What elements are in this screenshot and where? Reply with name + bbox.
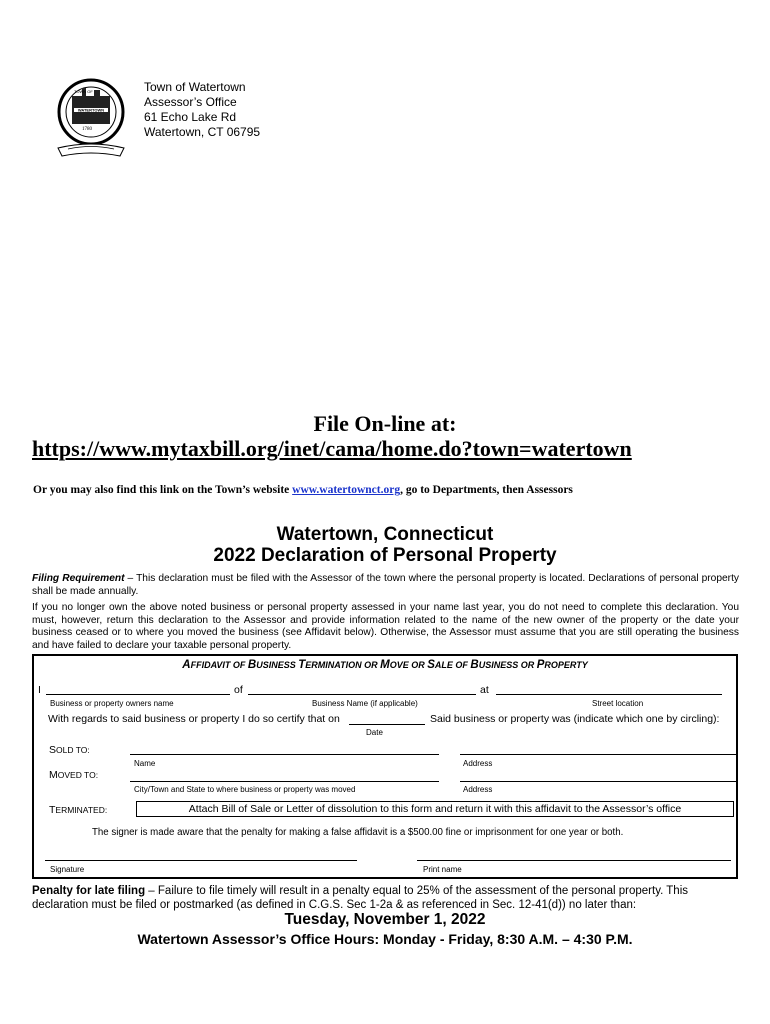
title-low: ERMINATION OR xyxy=(305,660,381,670)
town-website-link[interactable]: www.watertownct.org xyxy=(292,484,401,496)
no-longer-own-paragraph: If you no longer own the above noted business or personal property assessed in your name last year, you do not need to complete this declaration. You must, however, return this declaration to the Assessor and provide information related to the name of the new owner of the property or the date your business ceased or to where you moved the business (see Affidavit below). Otherwise, the Assessor must assume that you are still operating the business and have failed to declare your taxable personal property. xyxy=(32,602,739,651)
owner-name-caption: Business or property owners name xyxy=(50,699,174,708)
town-seal-logo xyxy=(54,78,128,160)
at-label: at xyxy=(480,684,489,696)
business-name-field[interactable] xyxy=(248,694,476,695)
i-label: I xyxy=(38,684,41,696)
sold-to-option[interactable] xyxy=(49,744,90,756)
of-label: of xyxy=(234,684,243,696)
title-cap: S xyxy=(427,659,435,671)
late-filing-text: – Failure to file timely will result in a penalty equal to 25% of the assessment of the personal property. This declaration must be filed or postmarked (as defined in C.G.S. Sec 1-2a & as referenced in Sec. 12-41(d)) no later than: xyxy=(32,885,689,911)
affidavit-title xyxy=(0,659,770,671)
moved-to-cap: M xyxy=(49,769,58,781)
title-cap: B xyxy=(470,659,479,671)
form-title-line1: Watertown, Connecticut xyxy=(276,524,494,545)
terminated-low: ERMINATED: xyxy=(55,805,108,815)
terminated-cap: T xyxy=(49,804,56,816)
print-name-field[interactable] xyxy=(417,860,731,861)
address-caption: Address xyxy=(463,759,493,768)
name-caption: Name xyxy=(134,759,156,768)
certify-text: With regards to said business or property I do so certify that on xyxy=(48,713,340,725)
file-online-url[interactable]: https://www.mytaxbill.org/inet/cama/home.do?town=watertown xyxy=(32,436,632,461)
moved-city-field[interactable] xyxy=(130,781,439,782)
sold-to-cap: S xyxy=(49,744,57,756)
buyer-name-field[interactable] xyxy=(130,754,439,755)
svg-text:1780: 1780 xyxy=(82,127,92,132)
title-cap: M xyxy=(380,659,390,671)
address-line-4: Watertown, CT 06795 xyxy=(144,125,261,139)
terminated-option[interactable] xyxy=(49,804,107,816)
title-cap: P xyxy=(536,659,545,671)
filing-requirement-text: – This declaration must be filed with the Assessor of the town where the personal property is located. Declarations of personal property shall be made annually. xyxy=(32,573,739,597)
late-filing-paragraph xyxy=(32,884,739,912)
title-low: USINESS OR xyxy=(478,660,537,670)
buyer-address-field[interactable] xyxy=(460,754,738,755)
attach-instructions-box: Attach Bill of Sale or Letter of dissolution to this form and return it with this affidavit to the Assessor’s office xyxy=(136,801,734,817)
date-field[interactable] xyxy=(349,724,425,725)
date-caption: Date xyxy=(366,728,383,737)
file-online-title: File On-line at: xyxy=(313,411,457,436)
signature-field[interactable] xyxy=(45,860,357,861)
title-low: ALE OF xyxy=(434,660,471,670)
street-location-caption: Street location xyxy=(592,699,644,708)
filing-requirement-paragraph xyxy=(32,573,739,598)
business-name-caption: Business Name (if applicable) xyxy=(312,699,418,708)
moved-to-low: OVED TO: xyxy=(57,770,99,780)
title-low: USINESS xyxy=(256,660,299,670)
filing-requirement-label: Filing Requirement xyxy=(32,573,125,584)
print-name-caption: Print name xyxy=(423,865,462,874)
website-note-prefix: Or you may also find this link on the Town’s website xyxy=(33,484,293,496)
address-line-3: 61 Echo Lake Rd xyxy=(144,110,237,124)
website-note xyxy=(33,484,573,496)
moved-to-option[interactable] xyxy=(49,769,98,781)
office-hours: Watertown Assessor’s Office Hours: Monday - Friday, 8:30 A.M. – 4:30 P.M. xyxy=(137,931,633,947)
title-low: FFIDAVIT OF xyxy=(190,660,248,670)
address-caption-2: Address xyxy=(463,785,493,794)
website-note-suffix: , go to Departments, then Assessors xyxy=(400,484,573,496)
svg-text:WATERTOWN: WATERTOWN xyxy=(77,107,105,113)
title-cap: A xyxy=(182,659,191,671)
svg-text:TOWN OF: TOWN OF xyxy=(74,89,93,94)
city-caption: City/Town and State to where business or property was moved xyxy=(134,785,356,794)
address-line-2: Assessor’s Office xyxy=(144,95,237,109)
street-location-field[interactable] xyxy=(496,694,722,695)
form-title-line2: 2022 Declaration of Personal Property xyxy=(213,545,557,566)
address-line-1: Town of Watertown xyxy=(144,80,246,94)
moved-address-field[interactable] xyxy=(460,781,738,782)
sold-to-low: OLD TO: xyxy=(56,745,90,755)
deadline-date: Tuesday, November 1, 2022 xyxy=(284,911,486,928)
late-filing-label: Penalty for late filing xyxy=(32,885,146,897)
title-low: ROPERTY xyxy=(544,660,588,670)
title-cap: T xyxy=(298,659,306,671)
title-low: OVE OR xyxy=(389,660,428,670)
assessor-address-block xyxy=(144,80,260,140)
false-affidavit-penalty: The signer is made aware that the penalty for making a false affidavit is a $500.00 fine or imprisonment for one year or both. xyxy=(92,827,624,838)
owner-name-field[interactable] xyxy=(46,694,230,695)
title-cap: B xyxy=(247,659,257,671)
said-business-text: Said business or property was (indicate which one by circling): xyxy=(430,713,720,725)
signature-caption: Signature xyxy=(50,865,85,874)
